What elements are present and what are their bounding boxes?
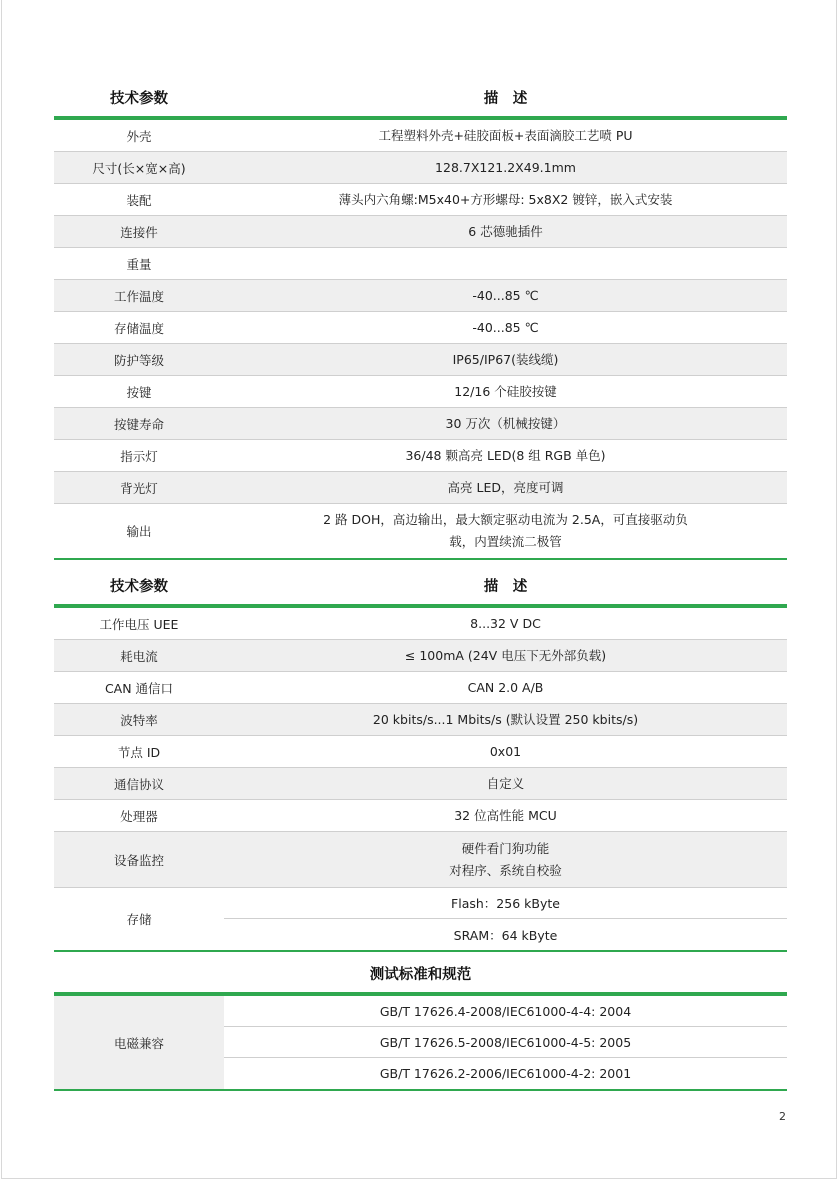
table-row (54, 152, 787, 184)
row-value: -40...85 ℃ (472, 287, 539, 303)
table-row (54, 640, 787, 672)
table-row (54, 800, 787, 832)
header-standards: 测试标准和规范 (369, 966, 472, 983)
table-row (54, 672, 787, 704)
table-row (54, 248, 787, 280)
row-label: 装配 (126, 192, 152, 208)
table-row-monitor (54, 832, 787, 888)
row-label: 输出 (126, 524, 152, 539)
row-value: IP65/IP67(装线缆) (452, 351, 559, 367)
table-row (54, 440, 787, 472)
row-label: 尺寸(长×宽×高) (92, 160, 186, 176)
table-row (54, 408, 787, 440)
table-row (54, 736, 787, 768)
row-value: 2 路 DOH，高边输出，最大额定驱动电流为 2.5A，可直接驱动负 载，内置续流二极管 (323, 512, 688, 549)
row-value: 20 kbits/s...1 Mbits/s (默认设置 250 kbits/s) (372, 711, 639, 727)
row-label: 连接件 (120, 224, 158, 240)
table-row (54, 280, 787, 312)
table-header (54, 566, 787, 608)
row-label: CAN 通信口 (104, 680, 174, 696)
test-standards-table (54, 954, 787, 1091)
spec-table-1 (54, 78, 787, 560)
standard-item: GB/T 17626.5-2008/IEC61000-4-5: 2005 (224, 1027, 787, 1058)
row-label: 重量 (126, 256, 152, 272)
row-value: CAN 2.0 A/B (467, 679, 544, 695)
storage-sram: SRAM：64 kByte (453, 927, 558, 943)
row-label: 波特率 (120, 712, 158, 728)
row-label: 按键 (126, 384, 152, 400)
row-label: 通信协议 (113, 776, 164, 792)
header-param: 技术参数 (110, 578, 168, 595)
table-row (54, 344, 787, 376)
table-row-output (54, 504, 787, 560)
table-row (54, 376, 787, 408)
row-label: 工作电压 UEE (99, 616, 179, 632)
table-row (54, 312, 787, 344)
header-desc: 描 述 (483, 578, 528, 595)
row-label: 设备监控 (113, 852, 164, 868)
row-label: 存储温度 (113, 320, 164, 336)
row-value: 薄头内六角螺:M5x40+方形螺母: 5x8X2 镀锌，嵌入式安装 (338, 191, 673, 207)
table-row (54, 472, 787, 504)
table-row (54, 184, 787, 216)
table-header (54, 954, 787, 996)
row-value: -40...85 ℃ (472, 319, 539, 335)
row-label: 指示灯 (120, 448, 158, 464)
table-row (54, 608, 787, 640)
row-label: 按键寿命 (113, 416, 164, 432)
row-label: 外壳 (126, 128, 152, 144)
row-value: 36/48 颗高亮 LED(8 组 RGB 单色) (405, 447, 606, 463)
table-row-storage (54, 888, 787, 952)
table-header (54, 78, 787, 120)
row-value: 12/16 个硅胶按键 (454, 383, 557, 399)
standard-item: GB/T 17626.4-2008/IEC61000-4-4: 2004 (224, 996, 787, 1027)
header-desc: 描 述 (483, 90, 528, 107)
row-value: 6 芯德驰插件 (468, 223, 543, 239)
header-param: 技术参数 (110, 90, 168, 107)
row-label: 工作温度 (113, 288, 164, 304)
row-value: 工程塑料外壳+硅胶面板+表面滴胶工艺喷 PU (378, 127, 633, 143)
row-label: 电磁兼容 (113, 1035, 164, 1051)
page-number: 2 (779, 1110, 786, 1123)
spec-table-2 (54, 566, 787, 952)
row-value: 30 万次（机械按键） (445, 415, 566, 431)
row-label: 节点 ID (117, 744, 161, 760)
row-value: 自定义 (486, 775, 525, 791)
storage-flash: Flash：256 kByte (224, 888, 787, 919)
table-row-emc (54, 996, 787, 1091)
row-label: 防护等级 (113, 352, 164, 368)
standard-item: GB/T 17626.2-2006/IEC61000-4-2: 2001 (379, 1066, 632, 1081)
row-value: 0x01 (489, 743, 522, 759)
row-value: 8...32 V DC (470, 615, 541, 631)
table-row (54, 120, 787, 152)
table-row (54, 216, 787, 248)
row-value: 硬件看门狗功能 对程序、系统自校验 (449, 840, 562, 878)
row-label: 背光灯 (120, 480, 158, 496)
row-value: 高亮 LED，亮度可调 (447, 479, 564, 495)
row-value: 128.7X121.2X49.1mm (435, 159, 576, 175)
row-label: 耗电流 (120, 648, 158, 664)
row-label: 存储 (126, 912, 152, 927)
row-label: 处理器 (120, 808, 158, 824)
row-value: ≤ 100mA (24V 电压下无外部负载) (404, 647, 607, 663)
table-row (54, 768, 787, 800)
table-row (54, 704, 787, 736)
row-value: 32 位高性能 MCU (454, 807, 557, 823)
